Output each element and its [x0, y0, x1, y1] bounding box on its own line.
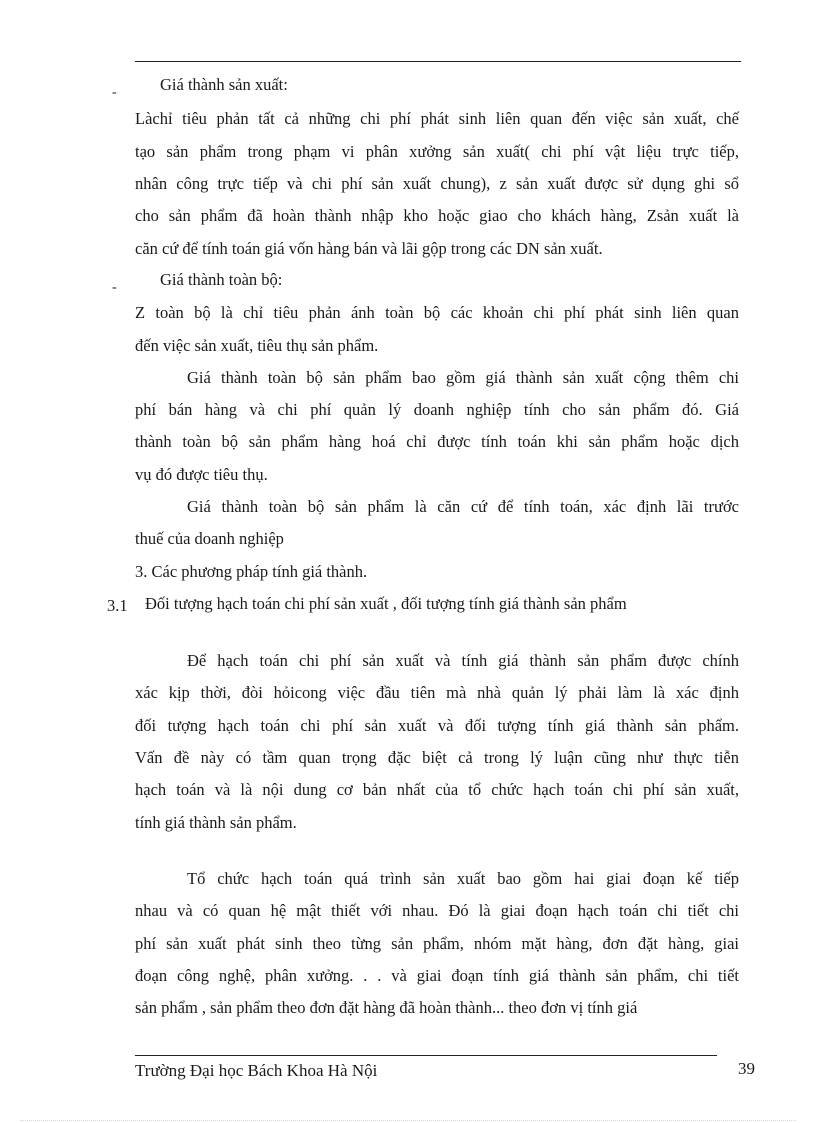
paragraph-line: Vấn đề này có tầm quan trọng đặc biệt cả trong lý luận cũng như thực tiễn — [135, 748, 739, 767]
paragraph-line: Giá thành toàn bộ sản phẩm bao gồm giá thành sản xuất cộng thêm chi — [187, 368, 739, 387]
section-heading-methods: 3. Các phương pháp tính giá thành. — [135, 562, 368, 581]
section-heading-production-cost: Giá thành sản xuất: — [160, 75, 288, 94]
paragraph-line: sản phẩm , sản phẩm theo đơn đặt hàng đã hoàn thành... theo đơn vị tính giá — [135, 998, 638, 1017]
paragraph-line: cho sản phẩm đã hoàn thành nhập kho hoặc giao cho khách hàng, Zsản xuất là — [135, 206, 739, 225]
paragraph-line: hạch toán và là nội dung cơ bản nhất của tổ chức hạch toán chi phí sản xuất, — [135, 780, 739, 799]
paragraph-line: Để hạch toán chi phí sản xuất và tính giá thành sản phẩm được chính — [187, 651, 739, 670]
paragraph-line: phí bán hàng và chi phí quản lý doanh nghiệp tính cho sản phẩm đó. Giá — [135, 400, 739, 419]
paragraph-line: Giá thành toàn bộ sản phẩm là căn cứ để tính toán, xác định lãi trước — [187, 497, 739, 516]
paragraph-line: Z toàn bộ là chỉ tiêu phản ánh toàn bộ các khoản chi phí phát sinh liên quan — [135, 303, 739, 322]
paragraph-line: phí sản xuất phát sinh theo từng sản phẩm, nhóm mặt hàng, đơn đặt hàng, giai — [135, 934, 739, 953]
page-edge-dotted-line — [20, 1120, 796, 1121]
header-rule — [135, 61, 741, 62]
paragraph-line: nhau và có quan hệ mật thiết với nhau. Đó là giai đoạn hạch toán chi tiết chi — [135, 901, 739, 920]
bullet-marker: - — [112, 280, 117, 295]
paragraph-line: đến việc sản xuất, tiêu thụ sản phẩm. — [135, 336, 379, 355]
paragraph-line: đối tượng hạch toán chi phí sản xuất và đối tượng tính giá thành sản phẩm. — [135, 716, 739, 735]
paragraph-line: tạo sản phẩm trong phạm vi phân xưởng sản xuất( chi phí vật liệu trực tiếp, — [135, 142, 739, 161]
paragraph-line: Tổ chức hạch toán quá trình sản xuất bao gồm hai giai đoạn kế tiếp — [187, 869, 739, 888]
footer-rule — [135, 1055, 717, 1056]
subsection-heading: Đối tượng hạch toán chi phí sản xuất , đối tượng tính giá thành sản phẩm — [145, 594, 627, 613]
paragraph-line: nhân công trực tiếp và chi phí sản xuất chung), z sản xuất được sử dụng ghi sổ — [135, 174, 739, 193]
paragraph-line: thành toàn bộ sản phẩm hàng hoá chỉ được tính toán khi sản phẩm hoặc dịch — [135, 432, 739, 451]
paragraph-line: xác kịp thời, đòi hỏicong việc đầu tiên mà nhà quản lý phải làm là xác định — [135, 683, 739, 702]
paragraph-line: căn cứ để tính toán giá vốn hàng bán và lãi gộp trong các DN sản xuất. — [135, 239, 603, 258]
page-number: 39 — [738, 1059, 755, 1078]
subsection-number: 3.1 — [107, 596, 128, 615]
paragraph-line: đoạn công nghệ, phân xưởng. . . và giai đoạn tính giá thành sản phẩm, chi tiết — [135, 966, 739, 985]
paragraph-line: thuế của doanh nghiệp — [135, 529, 284, 548]
paragraph-line: tính giá thành sản phẩm. — [135, 813, 297, 832]
bullet-marker: - — [112, 85, 117, 100]
footer-school-name: Trường Đại học Bách Khoa Hà Nội — [135, 1061, 378, 1080]
section-heading-total-cost: Giá thành toàn bộ: — [160, 270, 283, 289]
paragraph-line: vụ đó được tiêu thụ. — [135, 465, 268, 484]
paragraph-line: Làchỉ tiêu phản tất cả những chi phí phát sinh liên quan đến việc sản xuất, chế — [135, 109, 739, 128]
